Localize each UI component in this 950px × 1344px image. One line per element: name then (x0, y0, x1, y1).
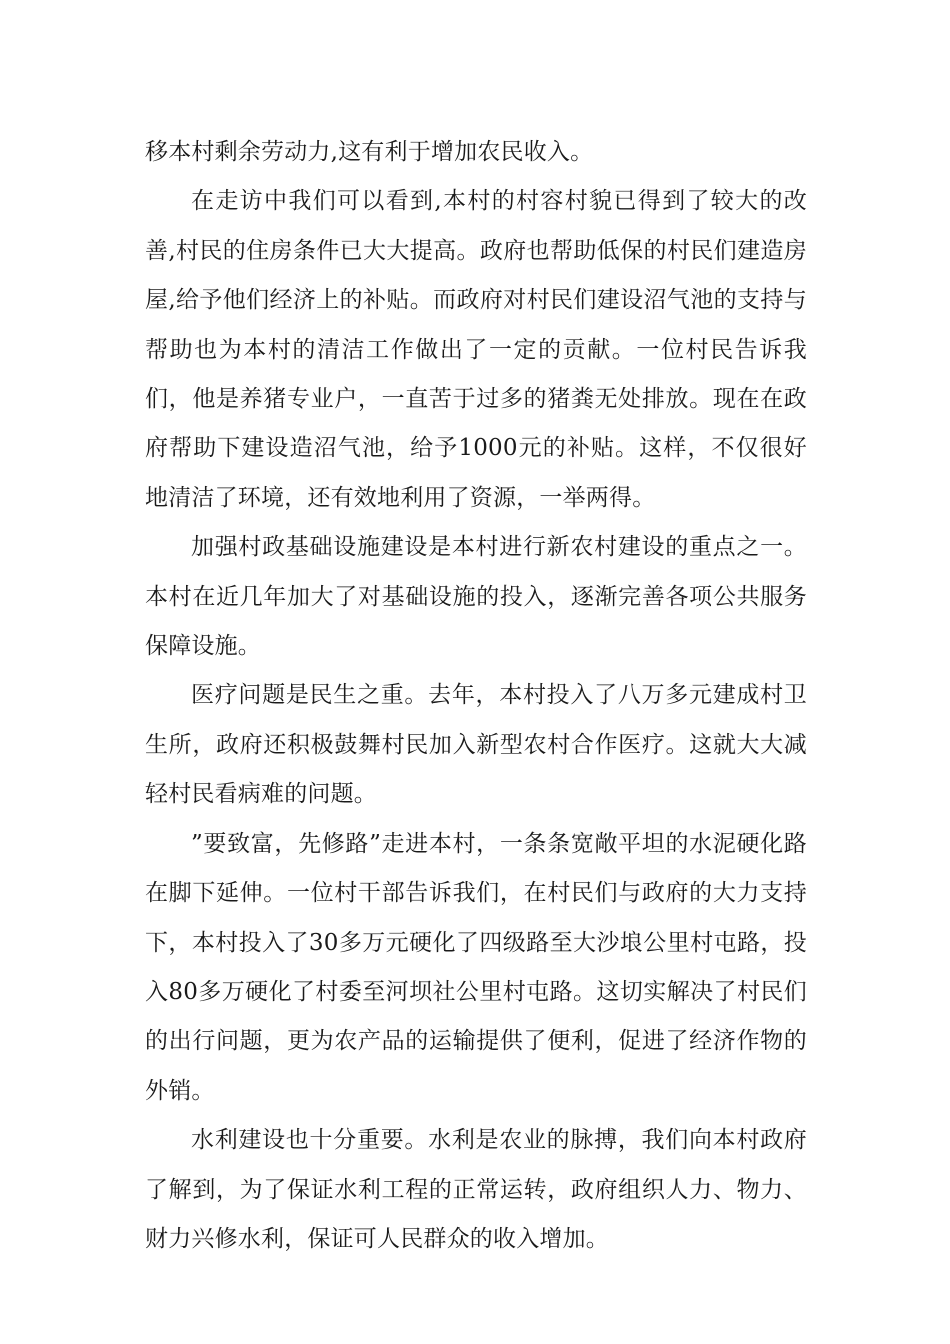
document-body (145, 128, 807, 1264)
paragraph-4: 医疗问题是民生之重。去年，本村投入了八万多元建成村卫生所，政府还积极鼓舞村民加入新型农村合作医疗。这就大大减轻村民看病难的问题。 (145, 682, 807, 808)
paragraph-3: 加强村政基础设施建设是本村进行新农村建设的重点之一。本村在近几年加大了对基础设施的投入，逐渐完善各项公共服务保障设施。 (145, 534, 807, 660)
paragraph-6: 水利建设也十分重要。水利是农业的脉搏，我们向本村政府了解到，为了保证水利工程的正常运转，政府组织人力、物力、财力兴修水利，保证可人民群众的收入增加。 (145, 1127, 807, 1252)
paragraph-1: 移本村剩余劳动力,这有利于增加农民收入。 (145, 139, 594, 165)
paragraph-2: 在走访中我们可以看到,本村的村容村貌已得到了较大的改善,村民的住房条件已大大提高。政府也帮助低保的村民们建造房屋,给予他们经济上的补贴。而政府对村民们建设沼气池的支持与帮助也为本村的清洁工作做出了一定的贡献。一位村民告诉我们，他是养猪专业户，一直苦于过多的猪粪无处排放。现在在政府帮助下建设造沼气池，给予1000元的补贴。这样，不仅很好地清洁了环境，还有效地利用了资源，一举两得。 (145, 188, 807, 511)
paragraph-5: ”要致富，先修路”走进本村，一条条宽敞平坦的水泥硬化路在脚下延伸。一位村干部告诉我们，在村民们与政府的大力支持下，本村投入了30多万元硬化了四级路至大沙埌公里村屯路，投入80多万硬化了村委至河坝社公里村屯路。这切实解决了村民们的出行问题，更为农产品的运输提供了便利，促进了经济作物的外销。 (145, 830, 807, 1104)
